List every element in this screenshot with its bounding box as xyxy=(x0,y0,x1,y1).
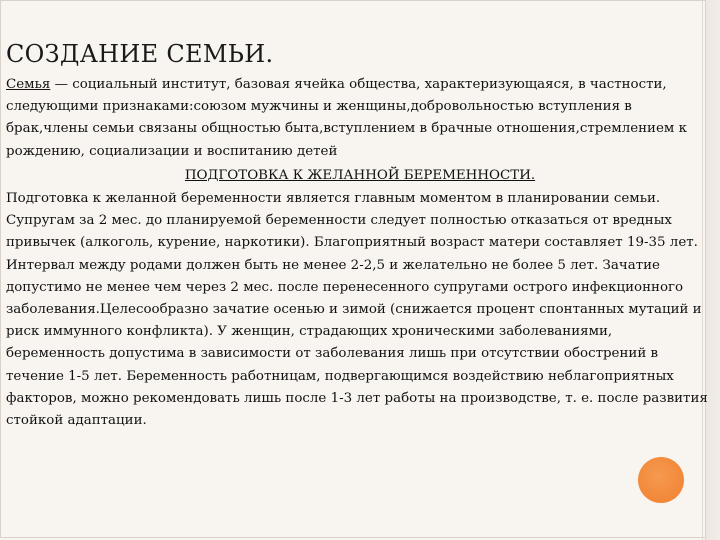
definition-paragraph xyxy=(6,74,714,163)
slide-body xyxy=(6,74,714,432)
main-paragraph: Подготовка к желанной беременности является главным моментом в планировании семьи. Супругам за 2 мес. до планируемой беременности следует полностью отказаться от вредных привычек (алкоголь, курение, наркотики). Благоприятный возраст матери составляет 19-35 лет. Интервал между родами должен быть не менее 2-2,5 и желательно не более 5 лет. Зачатие допустимо не менее чем через 2 мес. после перенесенного супругами острого инфекционного заболевания.Целесообразно зачатие осенью и зимой (снижается процент спонтанных мутаций и риск иммунного конфликта). У женщин, страдающих хроническими заболеваниями, беременность допустима в зависимости от заболевания лишь при отсутствии обострений в течение 1-5 лет. Беременность работницам, подвергающимся воздействию неблагоприятных факторов, можно рекомендовать лишь после 1-3 лет работы на производстве, т. е. после развития стойкой адаптации. xyxy=(6,191,708,429)
definition-term: Семья xyxy=(6,77,51,92)
slide-title: СОЗДАНИЕ СЕМЬИ. xyxy=(6,40,274,68)
accent-circle xyxy=(638,457,684,503)
section-subtitle: ПОДГОТОВКА К ЖЕЛАННОЙ БЕРЕМЕННОСТИ. xyxy=(184,167,536,183)
definition-text: — социальный институт, базовая ячейка общества, характеризующаяся, в частности, следующими признаками:союзом мужчины и женщины,добровольностью вступления в брак,члены семьи связаны общностью быта,вступлением в брачные отношения,стремлением к рождению, социализации и воспитанию детей xyxy=(6,77,687,159)
